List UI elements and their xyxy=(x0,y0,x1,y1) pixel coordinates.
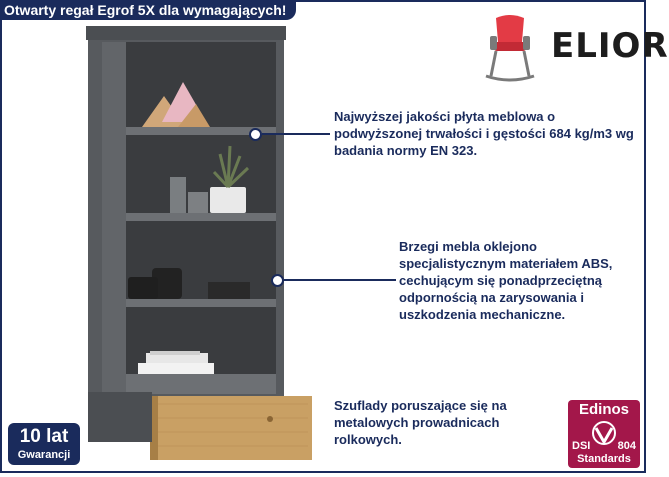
checkmark-seal-icon xyxy=(587,420,621,446)
certificate-number: 804 xyxy=(617,440,636,452)
warranty-years: 10 lat xyxy=(19,426,69,447)
headline-banner: Otwarty regał Egrof 5X dla wymagających! xyxy=(0,0,296,20)
feature-board-quality: Najwyższej jakości płyta meblowa o podwyższonej trwałości i gęstości 684 kg/m3 wg badania normy EN 323. xyxy=(334,109,634,158)
warranty-badge xyxy=(8,423,80,465)
callout-dot-2 xyxy=(271,274,284,287)
certificate-label: Standards xyxy=(577,453,631,465)
callout-line-1 xyxy=(262,133,330,135)
warranty-label: Gwarancji xyxy=(17,449,71,461)
feature-drawer-runners: Szuflady poruszające się na metalowych prowadnicach rolkowych. xyxy=(334,398,507,447)
certificate-badge xyxy=(568,400,640,468)
certificate-brand: Edinos xyxy=(578,401,629,418)
brand-name: ELIOR xyxy=(551,26,669,66)
certificate-prefix: DSI xyxy=(572,440,591,452)
callout-line-2 xyxy=(284,279,396,281)
callout-dot-1 xyxy=(249,128,262,141)
bookcase-illustration xyxy=(80,22,340,472)
feature-abs-edges: Brzegi mebla oklejono specjalistycznym materiałem ABS, cechującym się ponadprzeciętną odpornością na zarysowania i uszkodzenia mechaniczne. xyxy=(399,239,613,322)
red-armchair-icon xyxy=(486,15,534,80)
